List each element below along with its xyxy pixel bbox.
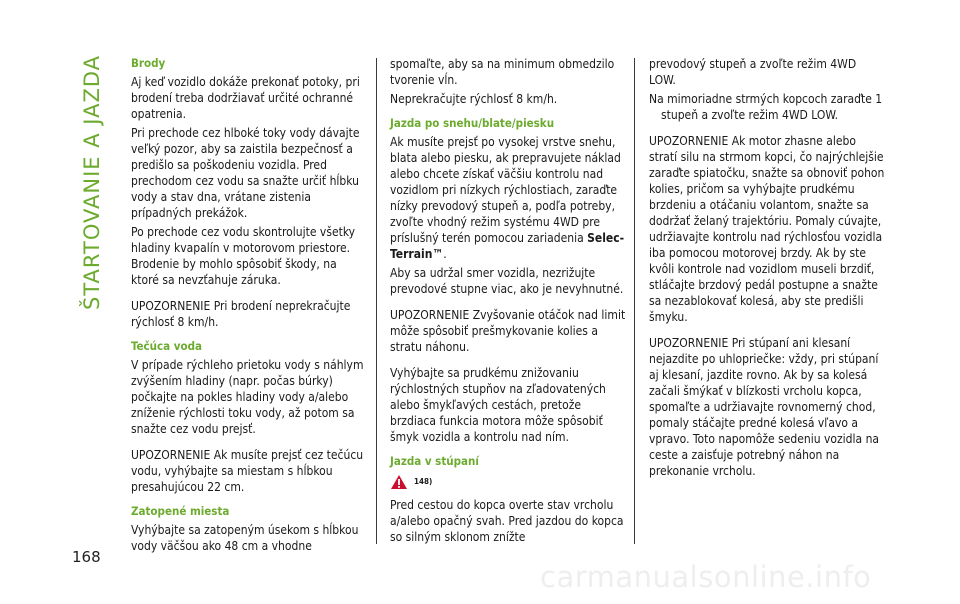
- paragraph: Pri prechode cez hlboké toky vody dávajte veľký pozor, aby sa zaistila bezpečnosť a predišlo sa poškodeniu vozidla. Pred prechodom cez vodu sa snažte určiť hĺbku vody a stav dna, vrátane zistenia prípadných prekážok.: [131, 126, 360, 220]
- chapter-title: [72, 40, 112, 310]
- notice-paragraph: UPOZORNENIE Zvyšovanie otáčok nad limit môže spôsobiť prešmykovanie kolies a stratu náhonu.: [390, 308, 626, 354]
- section-heading-brody: Brody: [131, 56, 166, 70]
- column-divider: [634, 58, 635, 544]
- paragraph: Vyhýbajte sa prudkému znižovaniu rýchlostných stupňov na zľadovatených alebo šmykľavých cestách, pretože brzdiaca funkcia motora môže spôsobiť šmyk vozidla a kontrolu nad ním.: [390, 366, 606, 444]
- notice-paragraph: UPOZORNENIE Ak motor zhasne alebo stratí silu na strmom kopci, čo najrýchlejšie zaraďte spiatočku, snažte sa obnoviť pohon kolies, pričom sa vyhýbajte prudkému brzdeniu a otáčaniu volantom, snažte sa dodržať želaný trajektóriu. Pomaly cúvajte, udržiavajte kontrolu nad rýchlosťou vozidla iba pomocou motorovej brzdy. Ak by ste kvôli kontrole nad vozidlom museli brzdiť, stláčajte brzdový pedál postupne a snažte sa nezablokovať kolesá, aby ste predišli šmyku.: [649, 134, 885, 324]
- paragraph: Pred cestou do kopca overte stav vrcholu a/alebo opačný svah. Pred jazdou do kopca so silným sklonom znížte: [390, 498, 624, 544]
- paragraph: Na mimoriadne strmých kopcoch zaraďte 1 stupeň a zvoľte režim 4WD LOW.: [649, 92, 883, 122]
- paragraph-text-end: .: [443, 247, 447, 261]
- text-column-1: [131, 56, 367, 557]
- paragraph: Aby sa udržal smer vozidla, nezrižujte prevodové stupne viac, ako je nevyhnutné.: [390, 266, 624, 296]
- column-divider: [376, 58, 377, 544]
- text-column-3: [649, 56, 885, 482]
- paragraph-text: Ak musíte prejsť po vysokej vrstve snehu, blata alebo piesku, ak prepravujete náklad alebo chcete získať väčšiu kontrolu nad vozidlom pri nízkych rýchlostiach, zaraďte nízky prevodový stupeň a, podľa potreby, zvoľte vhodný režim systému 4WD pre príslušný terén pomocou zariadenia: [390, 135, 621, 245]
- paragraph: spomaľte, aby sa na minimum obmedzilo tvorenie vĺn.: [390, 57, 615, 87]
- section-heading-zatopene-miesta: Zatopené miesta: [131, 504, 230, 518]
- paragraph: Neprekračujte rýchlosť 8 km/h.: [390, 92, 558, 106]
- text-column-2: [390, 56, 626, 548]
- warning-triangle-icon: [390, 474, 408, 490]
- paragraph: V prípade rýchleho prietoku vody s náhlym zvýšením hladiny (napr. počas búrky) počkajte na pokles hladiny vody a/alebo zníženie rýchlosti toku vody, až potom sa snažte cez vodu prejsť.: [131, 358, 364, 436]
- section-heading-sneh-blato-piesok: Jazda po snehu/blate/piesku: [390, 116, 555, 130]
- warning-reference: [390, 472, 626, 492]
- watermark: carmanualsonline.info: [540, 560, 872, 594]
- paragraph: [390, 134, 626, 262]
- section-heading-tecuca-voda: Tečúca voda: [131, 339, 202, 353]
- selec-terrain-label: Selec-Terrain™: [390, 231, 625, 261]
- paragraph: prevodový stupeň a zvoľte režim 4WD LOW.: [649, 57, 857, 87]
- paragraph: Vyhýbajte sa zatopeným úsekom s hĺbkou vody väčšou ako 48 cm a vhodne: [131, 523, 359, 553]
- notice-paragraph: UPOZORNENIE Ak musíte prejsť cez tečúcu vodu, vyhýbajte sa miestam s hĺbkou presahujúcou 22 cm.: [131, 448, 364, 494]
- paragraph: Po prechode cez vodu skontrolujte všetky hladiny kvapalín v motorovom priestore. Brodenie by mohlo spôsobiť škody, na ktoré sa nevzťahuje záruka.: [131, 225, 356, 287]
- page-number: 168: [72, 548, 101, 566]
- chapter-title-text: ŠTARTOVANIE A JAZDA: [80, 55, 104, 310]
- warning-reference-number: 148): [414, 477, 433, 486]
- section-heading-jazda-v-stupani: Jazda v stúpaní: [390, 454, 479, 468]
- notice-paragraph: UPOZORNENIE Pri brodení neprekračujte rýchlosť 8 km/h.: [131, 299, 351, 329]
- notice-paragraph: UPOZORNENIE Pri stúpaní ani klesaní nejazdite po uhlopriečke: vždy, pri stúpaní aj klesaní, jazdite rovno. Ak by sa kolesá začali šmýkať v blízkosti vrcholu kopca, spomaľte a udržiavajte rovnomerný chod, pomaly stáčajte predné kolesá vľavo a vpravo. Toto napomôže sedeniu vozidla na ceste a zaisťuje potrebný náhon na prekonanie vrcholu.: [649, 336, 880, 478]
- paragraph: Aj keď vozidlo dokáže prekonať potoky, pri brodení treba dodržiavať určité ochranné opatrenia.: [131, 75, 360, 121]
